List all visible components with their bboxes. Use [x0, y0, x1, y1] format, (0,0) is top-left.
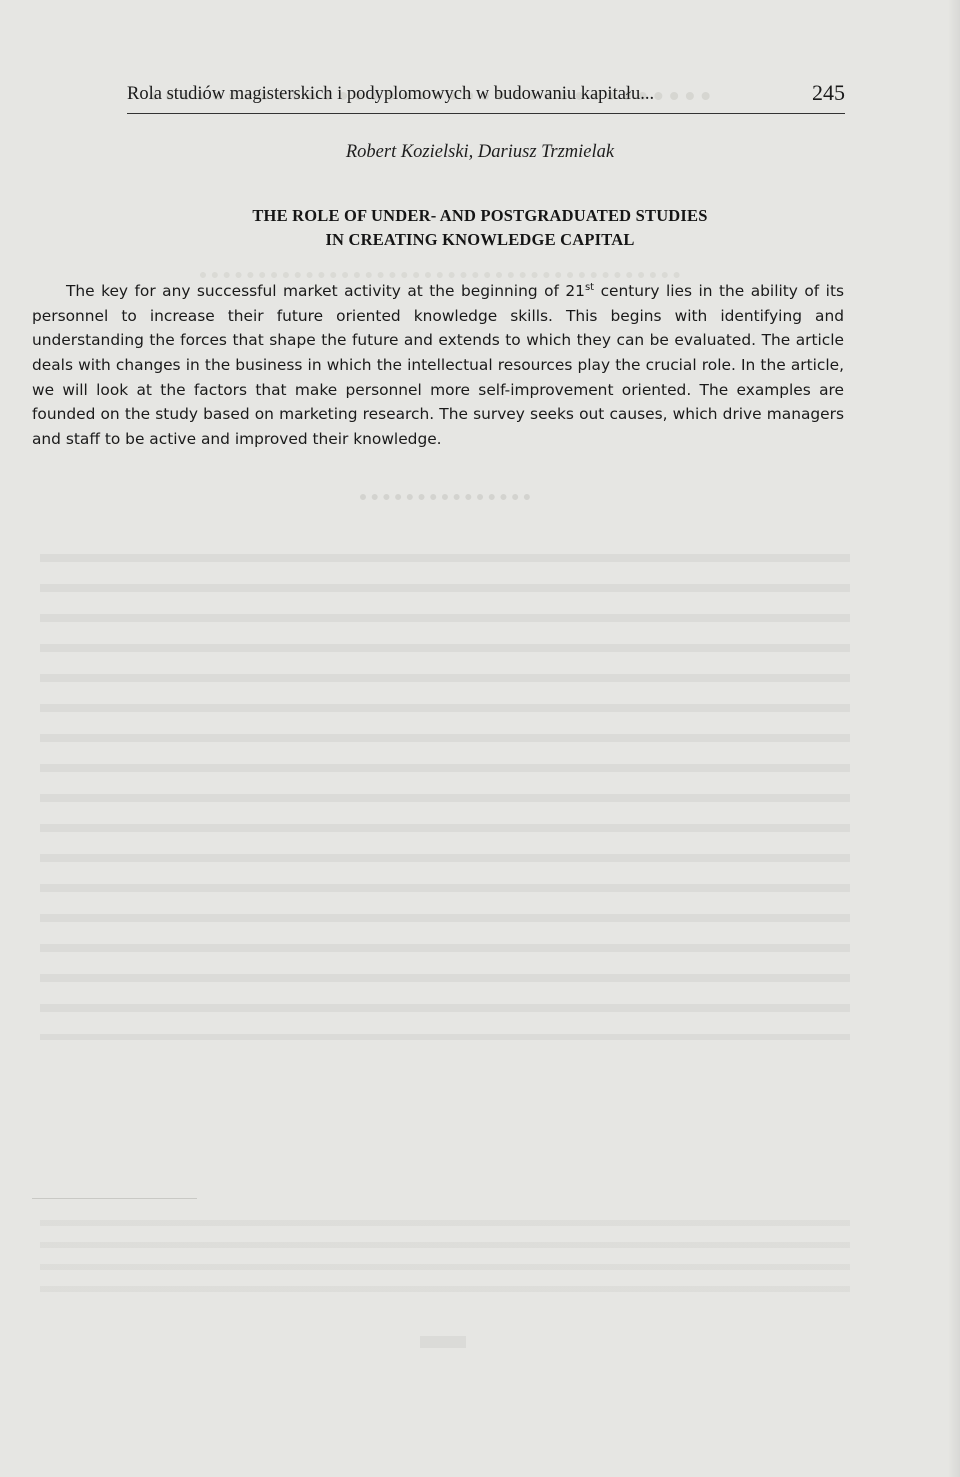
page-number: 245	[812, 80, 845, 105]
author-line: Robert Kozielski, Dariusz Trzmielak	[345, 142, 615, 162]
running-header	[127, 80, 845, 114]
abstract-text-rest: century lies in the ability of its personnel to increase their future oriented knowledge skills. This begins with identifying and understanding the forces that shape the future and extends to which they can be evaluated. The article deals with changes in the business in which the intellectual resources play the crucial role. In the article, we will look at the factors that make personnel more self-improvement oriented. The examples are founded on the study based on marketing research. The survey seeks out causes, which drive managers and staff to be active and improved their knowledge.	[32, 282, 844, 448]
article-title-line-1: THE ROLE OF UNDER- AND POSTGRADUATED STUDIES	[252, 206, 708, 225]
article-title-line-2: IN CREATING KNOWLEDGE CAPITAL	[325, 230, 635, 249]
abstract-text-start: The key for any successful market activity at the beginning of 21	[66, 282, 585, 301]
abstract-paragraph	[32, 276, 844, 451]
running-title: Rola studiów magisterskich i podyplomowych w budowaniu kapitału...	[127, 84, 655, 104]
article-title	[0, 204, 960, 252]
ordinal-superscript: st	[584, 282, 595, 293]
page-edge-shadow	[948, 0, 960, 1477]
footnote-rule-bleed	[32, 1198, 197, 1199]
